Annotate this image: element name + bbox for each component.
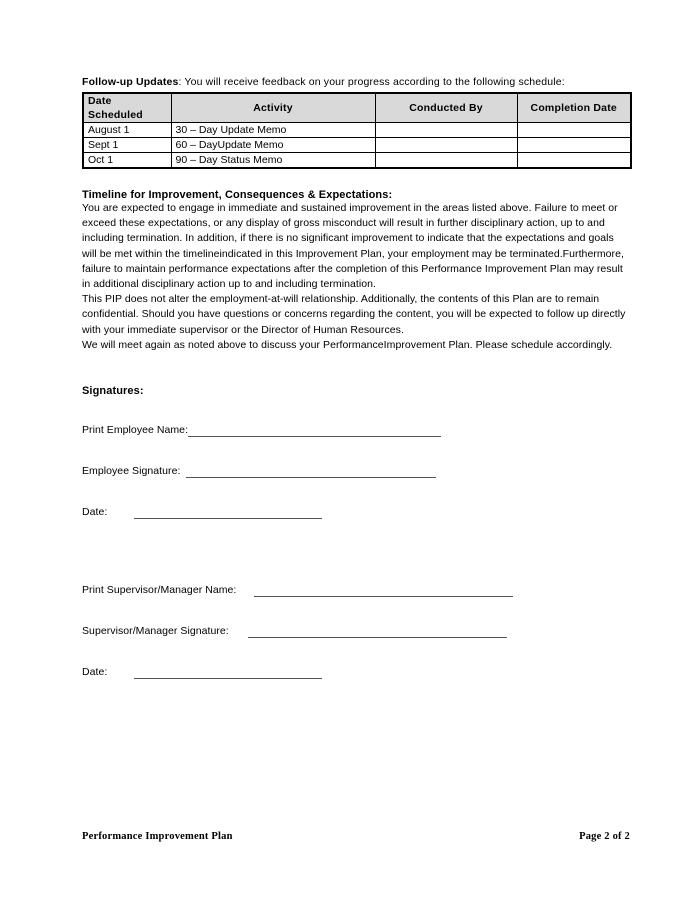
cell-date-scheduled: Sept 1 <box>83 138 171 153</box>
field-employee-signature <box>82 462 630 478</box>
column-header-conducted-by: Conducted By <box>375 93 517 123</box>
page-footer <box>82 831 630 842</box>
field-employee-date <box>82 503 630 519</box>
cell-activity: 30 – Day Update Memo <box>171 123 375 138</box>
cell-completion-date[interactable] <box>517 138 631 153</box>
follow-up-updates-label: Follow-up Updates <box>82 76 179 88</box>
employee-date-input[interactable] <box>134 507 322 519</box>
print-supervisor-name-input[interactable] <box>254 585 513 597</box>
column-header-completion-date: Completion Date <box>517 93 631 123</box>
field-supervisor-date <box>82 663 630 679</box>
column-header-date-scheduled: Date Scheduled <box>83 93 171 123</box>
employee-signature-block <box>82 421 630 519</box>
cell-date-scheduled: Oct 1 <box>83 153 171 169</box>
field-supervisor-signature <box>82 622 630 638</box>
table-header-row <box>83 93 631 123</box>
field-label: Date: <box>82 666 108 679</box>
field-print-employee-name <box>82 421 630 437</box>
field-label: Date: <box>82 506 108 519</box>
field-label: Print Employee Name: <box>82 424 189 437</box>
cell-conducted-by[interactable] <box>375 138 517 153</box>
table-row <box>83 153 631 169</box>
field-print-supervisor-name <box>82 581 630 597</box>
supervisor-signature-input[interactable] <box>248 626 507 638</box>
print-employee-name-input[interactable] <box>188 425 441 437</box>
cell-completion-date[interactable] <box>517 153 631 169</box>
employee-signature-input[interactable] <box>186 466 436 478</box>
cell-conducted-by[interactable] <box>375 123 517 138</box>
cell-activity: 60 – DayUpdate Memo <box>171 138 375 153</box>
paragraph-meeting: We will meet again as noted above to discuss your PerformanceImprovement Plan. Please schedule accordingly. <box>82 338 613 351</box>
supervisor-date-input[interactable] <box>134 667 322 679</box>
follow-up-updates-line <box>82 76 630 89</box>
follow-up-schedule-table <box>82 92 632 169</box>
table-row <box>83 123 631 138</box>
field-label: Employee Signature: <box>82 465 181 478</box>
field-label: Supervisor/Manager Signature: <box>82 625 229 638</box>
column-header-activity: Activity <box>171 93 375 123</box>
supervisor-signature-block <box>82 581 630 679</box>
follow-up-updates-text: : You will receive feedback on your progress according to the following schedule: <box>178 76 565 88</box>
paragraph-at-will: This PIP does not alter the employment-at-will relationship. Additionally, the contents of this Plan are to remain confidential. Should you have questions or concerns regarding the content, you will be expected to follow up directly with your immediate supervisor or the Director of Human Resources. <box>82 293 626 336</box>
cell-date-scheduled: August 1 <box>83 123 171 138</box>
footer-title: Performance Improvement Plan <box>82 831 233 842</box>
signatures-heading: Signatures: <box>82 385 144 398</box>
timeline-section-heading: Timeline for Improvement, Consequences & Expectations: <box>82 189 393 201</box>
table-row <box>83 138 631 153</box>
document-body <box>82 76 630 679</box>
cell-conducted-by[interactable] <box>375 153 517 169</box>
cell-completion-date[interactable] <box>517 123 631 138</box>
cell-activity: 90 – Day Status Memo <box>171 153 375 169</box>
paragraph-expectations: You are expected to engage in immediate and sustained improvement in the areas listed above. Failure to meet or exceed these expectations, or any display of gross misconduct will result in further disciplinary action, up to and including termination. In addition, if there is no significant improvement to indicate that the expectations and goals will be met within the timelineindicated in this Improvement Plan, your employment may be terminated.Furthermore, failure to maintain performance expectations after the completion of this Performance Improvement Plan may result in additional disciplinary action up to and including termination. <box>82 202 624 291</box>
footer-page-number: Page 2 of 2 <box>579 831 630 842</box>
field-label: Print Supervisor/Manager Name: <box>82 584 237 597</box>
